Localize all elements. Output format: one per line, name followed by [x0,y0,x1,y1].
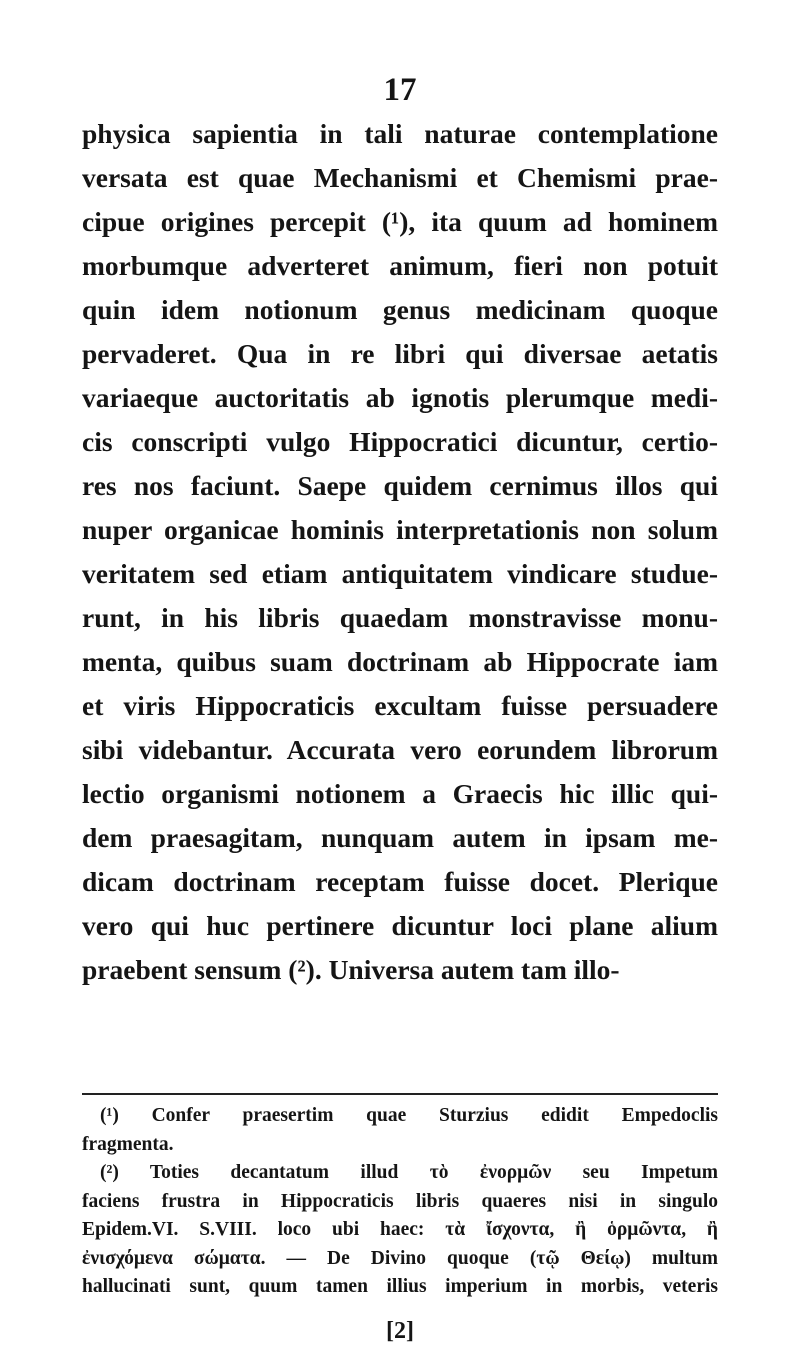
footnote-line: hallucinati sunt, quum tamen illius imperium in morbis, veteris [82,1276,718,1297]
text-line: vero qui huc pertinere dicuntur loci plane alium [82,910,718,941]
text-line: runt, in his libris quaedam monstravisse monu- [82,602,718,633]
footnote-divider [82,1093,718,1095]
text-line: nuper organicae hominis interpretationis non solum [82,514,718,545]
text-line: menta, quibus suam doctrinam ab Hippocrate iam [82,646,718,677]
footnote-line: ἐνισχόμενα σώματα. — De Divino quoque (τῷ Θείῳ) multum [82,1247,718,1269]
text-line: physica sapientia in tali naturae contemplatione [82,118,718,149]
text-line: versata est quae Mechanismi et Chemismi prae- [82,162,718,193]
text-line: variaeque auctoritatis ab ignotis plerumque medi- [82,382,718,413]
text-line: dicam doctrinam receptam fuisse docet. Plerique [82,866,718,897]
text-line: cis conscripti vulgo Hippocratici dicuntur, certio- [82,426,718,457]
text-line: veritatem sed etiam antiquitatem vindicare studue- [82,558,718,589]
footnote-line: (¹) Confer praesertim quae Sturzius edidit Empedoclis [100,1105,718,1126]
text-line: sibi videbantur. Accurata vero eorundem librorum [82,734,718,765]
text-line: morbumque adverteret animum, fieri non potuit [82,250,718,281]
text-line: lectio organismi notionem a Graecis hic illic qui- [82,778,718,809]
text-line: cipue origines percepit (¹), ita quum ad hominem [82,206,718,237]
text-line: praebent sensum (²). Universa autem tam illo- [82,954,620,985]
footnote-line: faciens frustra in Hippocraticis libris quaeres nisi in singulo [82,1190,718,1212]
footnote-line: Epidem.VI. S.VIII. loco ubi haec: τὰ ἴσχοντα, ἢ ὁρμῶντα, ἢ [82,1219,718,1240]
footnote-line: fragmenta. [82,1133,174,1155]
text-line: et viris Hippocraticis excultam fuisse persuadere [82,690,718,721]
signature-mark: [2] [386,1318,414,1344]
text-line: quin idem notionum genus medicinam quoque [82,294,718,325]
page-number: 17 [383,72,417,108]
footnote-line: (²) Toties decantatum illud τὸ ἐνορμῶν seu Impetum [100,1162,718,1183]
footnotes [82,1102,718,1302]
text-line: dem praesagitam, nunquam autem in ipsam me- [82,822,718,853]
main-text [82,112,718,992]
text-line: pervaderet. Qua in re libri qui diversae aetatis [82,338,718,369]
text-line: res nos faciunt. Saepe quidem cernimus illos qui [82,470,718,501]
